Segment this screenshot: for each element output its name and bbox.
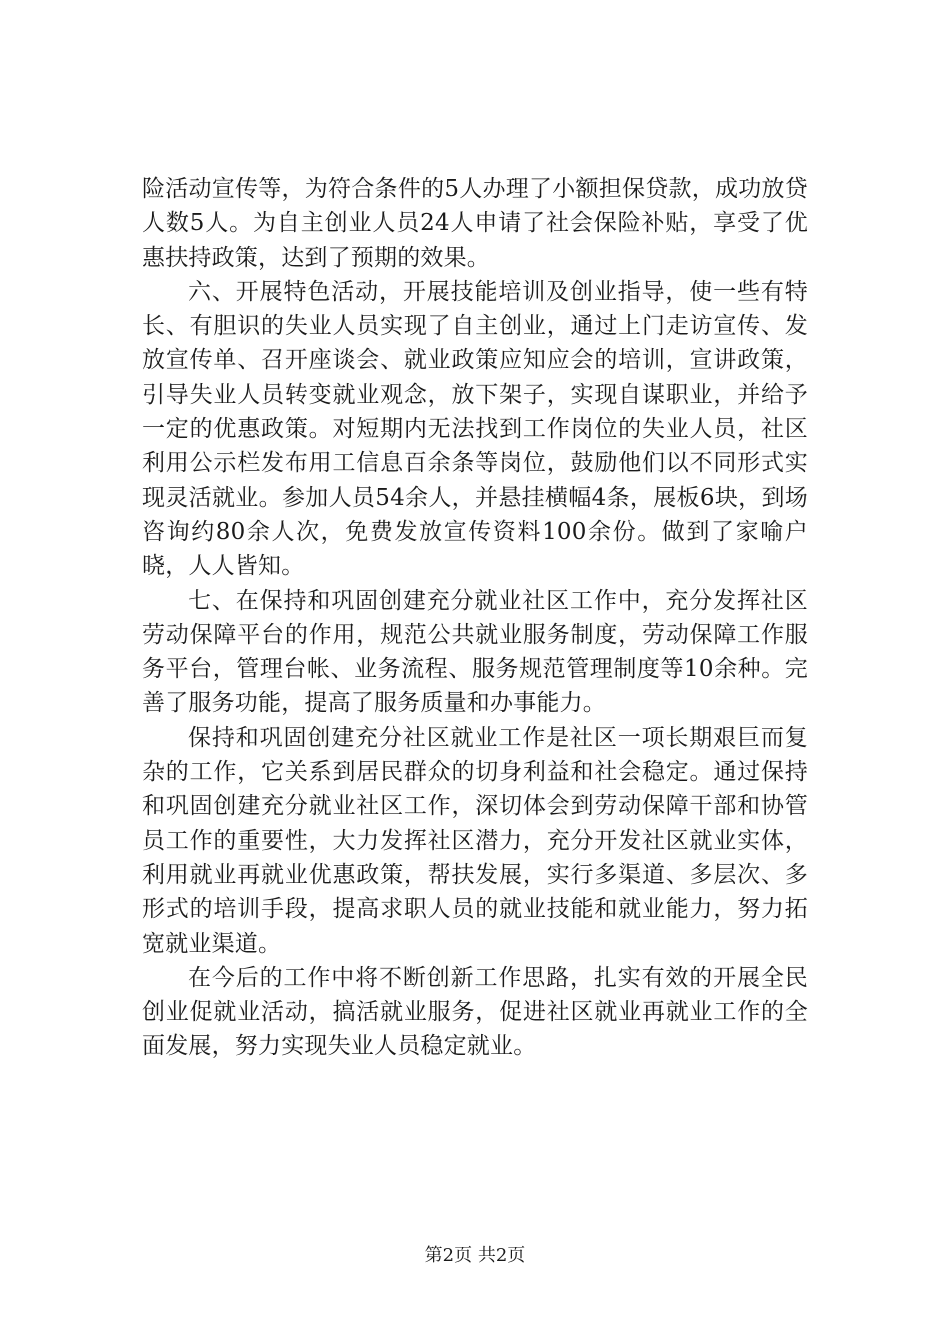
page-number-footer: 第2页 共2页: [424, 1245, 526, 1266]
paragraph-summary: 保持和巩固创建充分社区就业工作是社区一项长期艰巨而复杂的工作，它关系到居民群众的切身利益和社会稳定。通过保持和巩固创建充分就业社区工作，深切体会到劳动保障干部和协管员工作的重要性，大力发挥社区潜力，充分开发社区就业实体，利用就业再就业优惠政策，帮扶发展，实行多渠道、多层次、多形式的培训手段，提高求职人员的就业技能和就业能力，努力拓宽就业渠道。: [142, 724, 808, 957]
paragraph-outlook: 在今后的工作中将不断创新工作思路，扎实有效的开展全民创业促就业活动，搞活就业服务，促进社区就业再就业工作的全面发展，努力实现失业人员稳定就业。: [142, 964, 808, 1060]
paragraph-loan-continuation: 险活动宣传等，为符合条件的5人办理了小额担保贷款，成功放贷人数5人。为自主创业人员24人申请了社会保险补贴，享受了优惠扶持政策，达到了预期的效果。: [142, 176, 808, 271]
paragraph-section-six: 六、开展特色活动，开展技能培训及创业指导，使一些有特长、有胆识的失业人员实现了自主创业，通过上门走访宣传、发放宣传单、召开座谈会、就业政策应知应会的培训，宣讲政策，引导失业人员转变就业观念，放下架子，实现自谋职业，并给予一定的优惠政策。对短期内无法找到工作岗位的失业人员，社区利用公示栏发布用工信息百余条等岗位，鼓励他们以不同形式实现灵活就业。参加人员54余人，并悬挂横幅4条，展板6块，到场咨询约80余人次，免费发放宣传资料100余份。做到了家喻户晓，人人皆知。: [142, 278, 808, 580]
paragraph-section-seven: 七、在保持和巩固创建充分就业社区工作中，充分发挥社区劳动保障平台的作用，规范公共就业服务制度，劳动保障工作服务平台，管理台帐、业务流程、服务规范管理制度等10余种。完善了服务功能，提高了服务质量和办事能力。: [142, 587, 808, 717]
document-body: [142, 172, 808, 1064]
